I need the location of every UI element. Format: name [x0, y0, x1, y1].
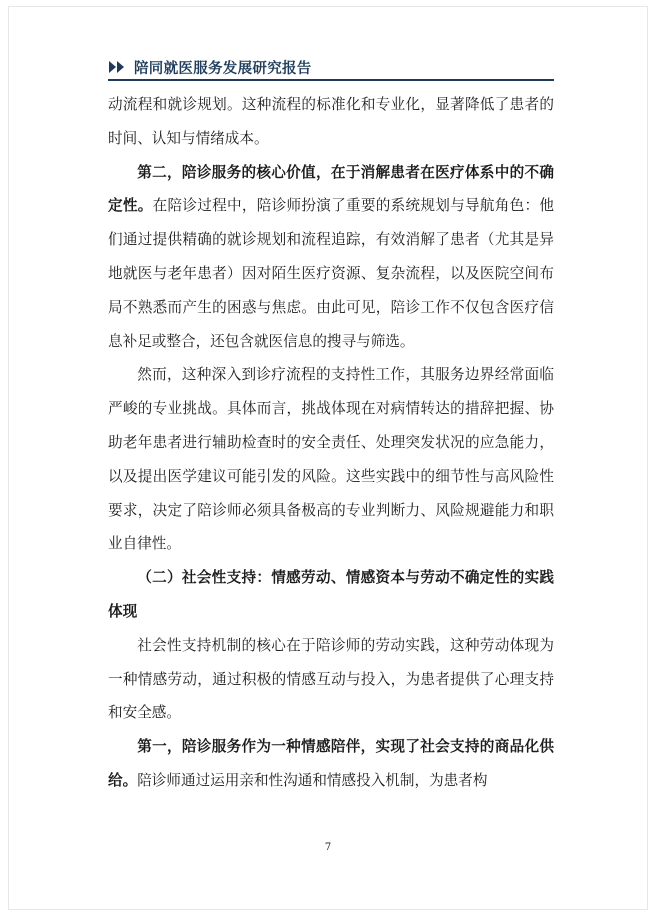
paragraph-first-point: [108, 730, 554, 798]
report-title: 陪同就医服务发展研究报告: [134, 59, 312, 77]
paragraph-text: 然而，这种深入到诊疗流程的支持性工作，其服务边界经常面临严峻的专业挑战。具体而言，挑战体现在对病情转达的措辞把握、协助老年患者进行辅助检查时的安全责任、处理突发状况的应急能力，以及提出医学建议可能引发的风险。这些实践中的细节性与高风险性要求，决定了陪诊师必须具备极高的专业判断力、风险规避能力和职业自律性。: [108, 366, 554, 553]
paragraph-continuation: [108, 88, 554, 156]
paragraph-challenges: [108, 358, 554, 561]
double-chevron-right-icon: [108, 60, 130, 74]
paragraph-second-point: [108, 156, 554, 359]
section-heading: （二）社会性支持：情感劳动、情感资本与劳动不确定性的实践体现: [108, 569, 554, 620]
header-divider: [108, 79, 554, 81]
body-text: [108, 88, 554, 798]
paragraph-text: 在陪诊过程中，陪诊师扮演了重要的系统规划与导航角色：他们通过提供精确的就诊规划和流程追踪，有效消解了患者（尤其是异地就医与老年患者）因对陌生医疗资源、复杂流程，以及医院空间布局不熟悉而产生的困惑与焦虑。由此可见，陪诊工作不仅包含医疗信息补足或整合，还包含就医信息的搜寻与筛选。: [108, 197, 554, 350]
page-header: [108, 56, 554, 78]
paragraph-text: 社会性支持机制的核心在于陪诊师的劳动实践，这种劳动体现为一种情感劳动，通过积极的情感互动与投入，为患者提供了心理支持和安全感。: [108, 636, 554, 722]
paragraph-social-support: [108, 629, 554, 730]
paragraph-text: 动流程和就诊规划。这种流程的标准化和专业化，显著降低了患者的时间、认知与情绪成本。: [108, 96, 554, 147]
paragraph-lead: 第二，陪诊服务的核心价值，在于消解患者在医疗体系中的不确定性。: [108, 163, 554, 215]
paragraph-lead: 第一，陪诊服务作为一种情感陪伴，实现了社会支持的商品化供给。: [108, 738, 554, 789]
paragraph-text: 陪诊师通过运用亲和性沟通和情感投入机制，为患者构: [137, 771, 488, 789]
page-number: 7: [324, 842, 332, 853]
